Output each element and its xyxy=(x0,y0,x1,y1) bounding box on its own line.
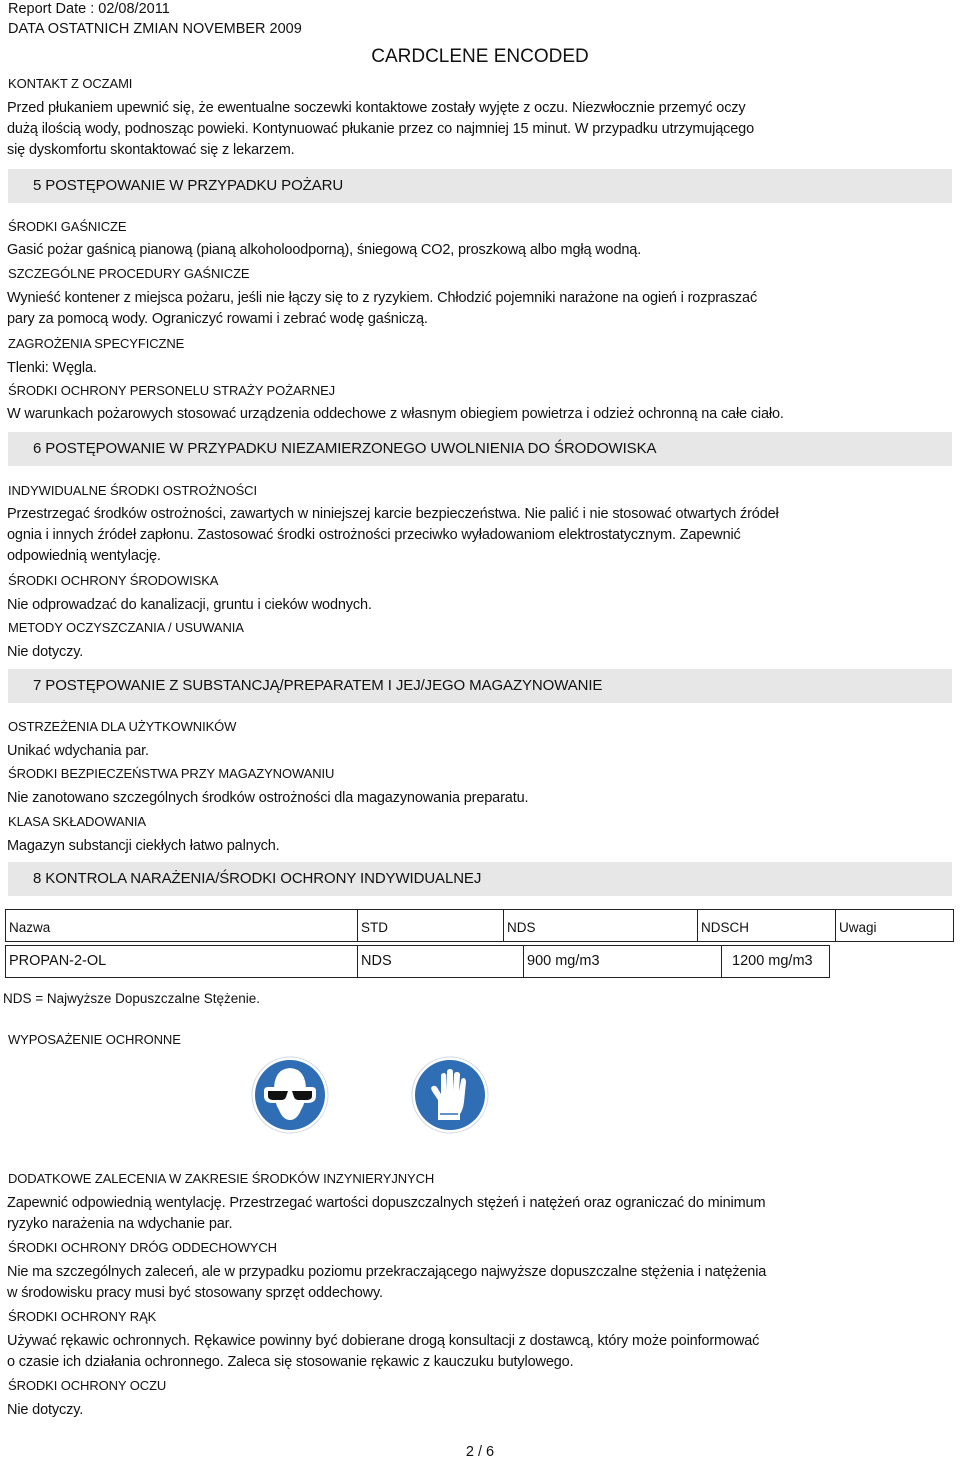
procedures-heading: SZCZEGÓLNE PROCEDURY GAŚNICZE xyxy=(8,266,250,281)
extinguishing-heading: ŚRODKI GAŚNICZE xyxy=(8,219,127,234)
col-header-std: STD xyxy=(358,909,504,942)
eye-protection-heading: ŚRODKI OCHRONY OCZU xyxy=(8,1378,167,1393)
hand-protection-text: Używać rękawic ochronnych. Rękawice powinny być dobierane drogą konsultacji z dostawcą, który może poinformować o czasie ich działania ochronnego. Zaleca się stosowanie rękawic z kauczuku butylowego. xyxy=(7,1333,760,1370)
page-number: 2 / 6 xyxy=(465,1444,495,1460)
nds-note: NDS = Najwyższe Dopuszczalne Stężenie. xyxy=(3,991,260,1006)
section-8-title: 8 KONTROLA NARAŻENIA/ŚRODKI OCHRONY INDYWIDUALNEJ xyxy=(8,862,952,896)
extinguishing-text: Gasić pożar gaśnicą pianową (pianą alkoholoodporną), śniegową CO2, proszkową albo mgłą wodną. xyxy=(7,242,642,258)
cell-name: PROPAN-2-OL xyxy=(5,945,358,978)
eye-protection-text: Nie dotyczy. xyxy=(7,1402,84,1418)
firefighter-heading: ŚRODKI OCHRONY PERSONELU STRAŻY POŻARNEJ xyxy=(8,383,336,398)
user-warnings-heading: OSTRZEŻENIA DLA UŻYTKOWNIKÓW xyxy=(8,719,237,734)
cell-std: NDS xyxy=(358,945,524,978)
storage-text: Nie zanotowano szczególnych środków ostrożności dla magazynowania preparatu. xyxy=(7,790,529,806)
revision-date: DATA OSTATNICH ZMIAN NOVEMBER 2009 xyxy=(8,21,302,37)
procedures-text: Wynieść kontener z miejsca pożaru, jeśli nie łączy się to z ryzykiem. Chłodzić pojemniki narażone na ogień i rozpraszać pary za pomocą wody. Ograniczyć rowami i zebrać wodę gaśniczą. xyxy=(7,290,758,327)
respiratory-text: Nie ma szczególnych zaleceń, ale w przypadku poziomu przekraczającego najwyższe dopuszczalne stężenia i natężenia w środowisku pracy musi być stosowany sprzęt oddechowy. xyxy=(7,1264,767,1301)
respiratory-heading: ŚRODKI OCHRONY DRÓG ODDECHOWYCH xyxy=(8,1240,277,1255)
protective-equipment-heading: WYPOSAŻENIE OCHRONNE xyxy=(8,1032,181,1047)
hazards-heading: ZAGROŻENIA SPECYFICZNE xyxy=(8,336,185,351)
cleanup-heading: METODY OCZYSZCZANIA / USUWANIA xyxy=(8,620,244,635)
storage-class-text: Magazyn substancji ciekłych łatwo palnych. xyxy=(7,838,280,854)
section-6-title: 6 POSTĘPOWANIE W PRZYPADKU NIEZAMIERZONEGO UWOLNIENIA DO ŚRODOWISKA xyxy=(8,432,952,466)
personal-precautions-text: Przestrzegać środków ostrożności, zawartych w niniejszej karcie bezpieczeństwa. Nie palić i nie stosować otwartych źródeł ognia i innych źródeł zapłonu. Zastosować środki ostrożności przeciwko wyładowaniom elektrostatycznym. Zapewnić odpowiednią wentylację. xyxy=(7,506,779,564)
col-header-nds: NDS xyxy=(504,909,698,942)
eye-contact-heading: KONTAKT Z OCZAMI xyxy=(8,76,133,91)
product-title: CARDCLENE ENCODED xyxy=(371,46,589,67)
eye-contact-text: Przed płukaniem upewnić się, że ewentualne soczewki kontaktowe zostały wyjęte z oczu. Niezwłocznie przemyć oczy dużą ilością wody, podnosząc powieki. Kontynuować płukanie przez co najmniej 15 minut. W przypadku utrzymującego się dyskomfortu skontaktować się z lekarzem. xyxy=(7,100,754,158)
col-header-remarks: Uwagi xyxy=(836,909,954,942)
report-date: Report Date : 02/08/2011 xyxy=(8,1,170,17)
goggles-icon xyxy=(251,1056,329,1134)
storage-class-heading: KLASA SKŁADOWANIA xyxy=(8,814,146,829)
col-header-name: Nazwa xyxy=(5,909,358,942)
user-warnings-text: Unikać wdychania par. xyxy=(7,743,149,759)
engineering-heading: DODATKOWE ZALECENIA W ZAKRESIE ŚRODKÓW INZYNIERYJNYCH xyxy=(8,1171,435,1186)
firefighter-text: W warunkach pożarowych stosować urządzenia oddechowe z własnym obiegiem powietrza i odzież ochronną na całe ciało. xyxy=(7,406,784,422)
cell-nds: 900 mg/m3 xyxy=(524,945,722,978)
hand-protection-heading: ŚRODKI OCHRONY RĄK xyxy=(8,1309,157,1324)
hazards-text: Tlenki: Węgla. xyxy=(7,360,97,376)
engineering-text: Zapewnić odpowiednią wentylację. Przestrzegać wartości dopuszczalnych stężeń i natężeń oraz ograniczać do minimum ryzyko narażenia na wdychanie par. xyxy=(7,1195,766,1232)
environment-heading: ŚRODKI OCHRONY ŚRODOWISKA xyxy=(8,573,219,588)
col-header-ndsch: NDSCH xyxy=(698,909,836,942)
storage-heading: ŚRODKI BEZPIECZEŃSTWA PRZY MAGAZYNOWANIU xyxy=(8,766,335,781)
environment-text: Nie odprowadzać do kanalizacji, gruntu i cieków wodnych. xyxy=(7,597,372,613)
section-7-title: 7 POSTĘPOWANIE Z SUBSTANCJĄ/PREPARATEM I JEJ/JEGO MAGAZYNOWANIE xyxy=(8,669,952,703)
cleanup-text: Nie dotyczy. xyxy=(7,644,84,660)
personal-precautions-heading: INDYWIDUALNE ŚRODKI OSTROŻNOŚCI xyxy=(8,483,257,498)
cell-ndsch: 1200 mg/m3 xyxy=(722,945,830,978)
gloves-icon xyxy=(411,1056,489,1134)
section-5-title: 5 POSTĘPOWANIE W PRZYPADKU POŻARU xyxy=(8,169,952,203)
